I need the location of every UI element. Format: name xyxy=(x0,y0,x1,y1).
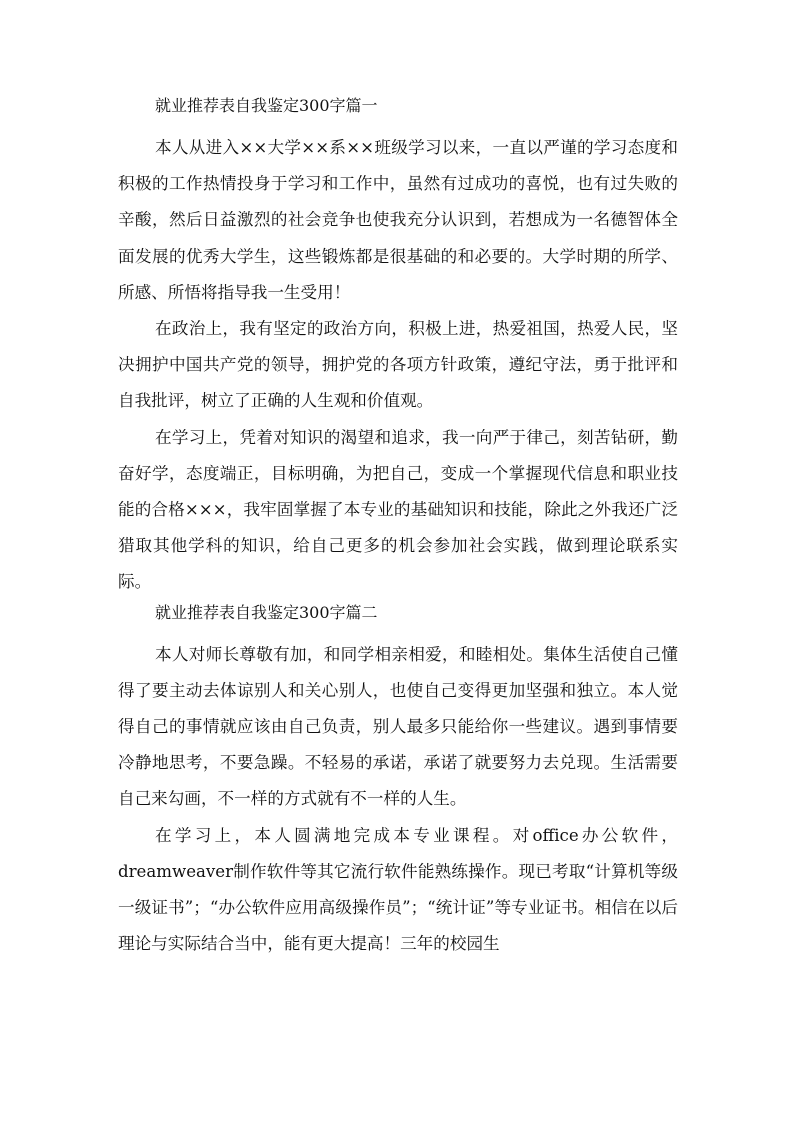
paragraph-intro: 本人从进入××大学××系××班级学习以来，一直以严谨的学习态度和积极的工作热情投身于学习和工作中，虽然有过成功的喜悦，也有过失败的辛酸，然后日益激烈的社会竞争也使我充分认识到，若想成为一名德智体全面发展的优秀大学生，这些锻炼都是很基础的和必要的。大学时期的所学、所感、所悟将指导我一生受用！ xyxy=(118,138,678,302)
paragraph-study: 在学习上，凭着对知识的渴望和追求，我一向严于律己，刻苦钻研，勤奋好学，态度端正，目标明确，为把自己，变成一个掌握现代信息和职业技能的合格×××，我牢固掌握了本专业的基础知识和技能，除此之外我还广泛猎取其他学科的知识，给自己更多的机会参加社会实践，做到理论联系实际。 xyxy=(118,427,678,592)
document-body xyxy=(118,94,678,962)
section-heading-2: 就业推荐表自我鉴定300字篇二 xyxy=(155,602,378,622)
paragraph-relations: 本人对师长尊敬有加，和同学相亲相爱，和睦相处。集体生活使自己懂得了要主动去体谅别人和关心别人，也使自己变得更加坚强和独立。本人觉得自己的事情就应该由自己负责，别人最多只能给你一些建议。遇到事情要冷静地思考，不要急躁。不轻易的承诺，承诺了就要努力去兑现。生活需要自己来勾画，不一样的方式就有不一样的人生。 xyxy=(118,644,678,809)
paragraph-politics: 在政治上，我有坚定的政治方向，积极上进，热爱祖国，热爱人民，坚决拥护中国共产党的领导，拥护党的各项方针政策，遵纪守法，勇于批评和自我批评，树立了正确的人生观和价值观。 xyxy=(118,319,678,411)
section-heading-1: 就业推荐表自我鉴定300字篇一 xyxy=(155,96,378,115)
paragraph-skills: 在学习上，本人圆满地完成本专业课程。对office办公软件，dreamweaver制作软件等其它流行软件能熟练操作。现已考取“计算机等级一级证书”；“办公软件应用高级操作员”；“统计证”等专业证书。相信在以后理论与实际结合当中，能有更大提高！三年的校园生 xyxy=(118,825,678,954)
